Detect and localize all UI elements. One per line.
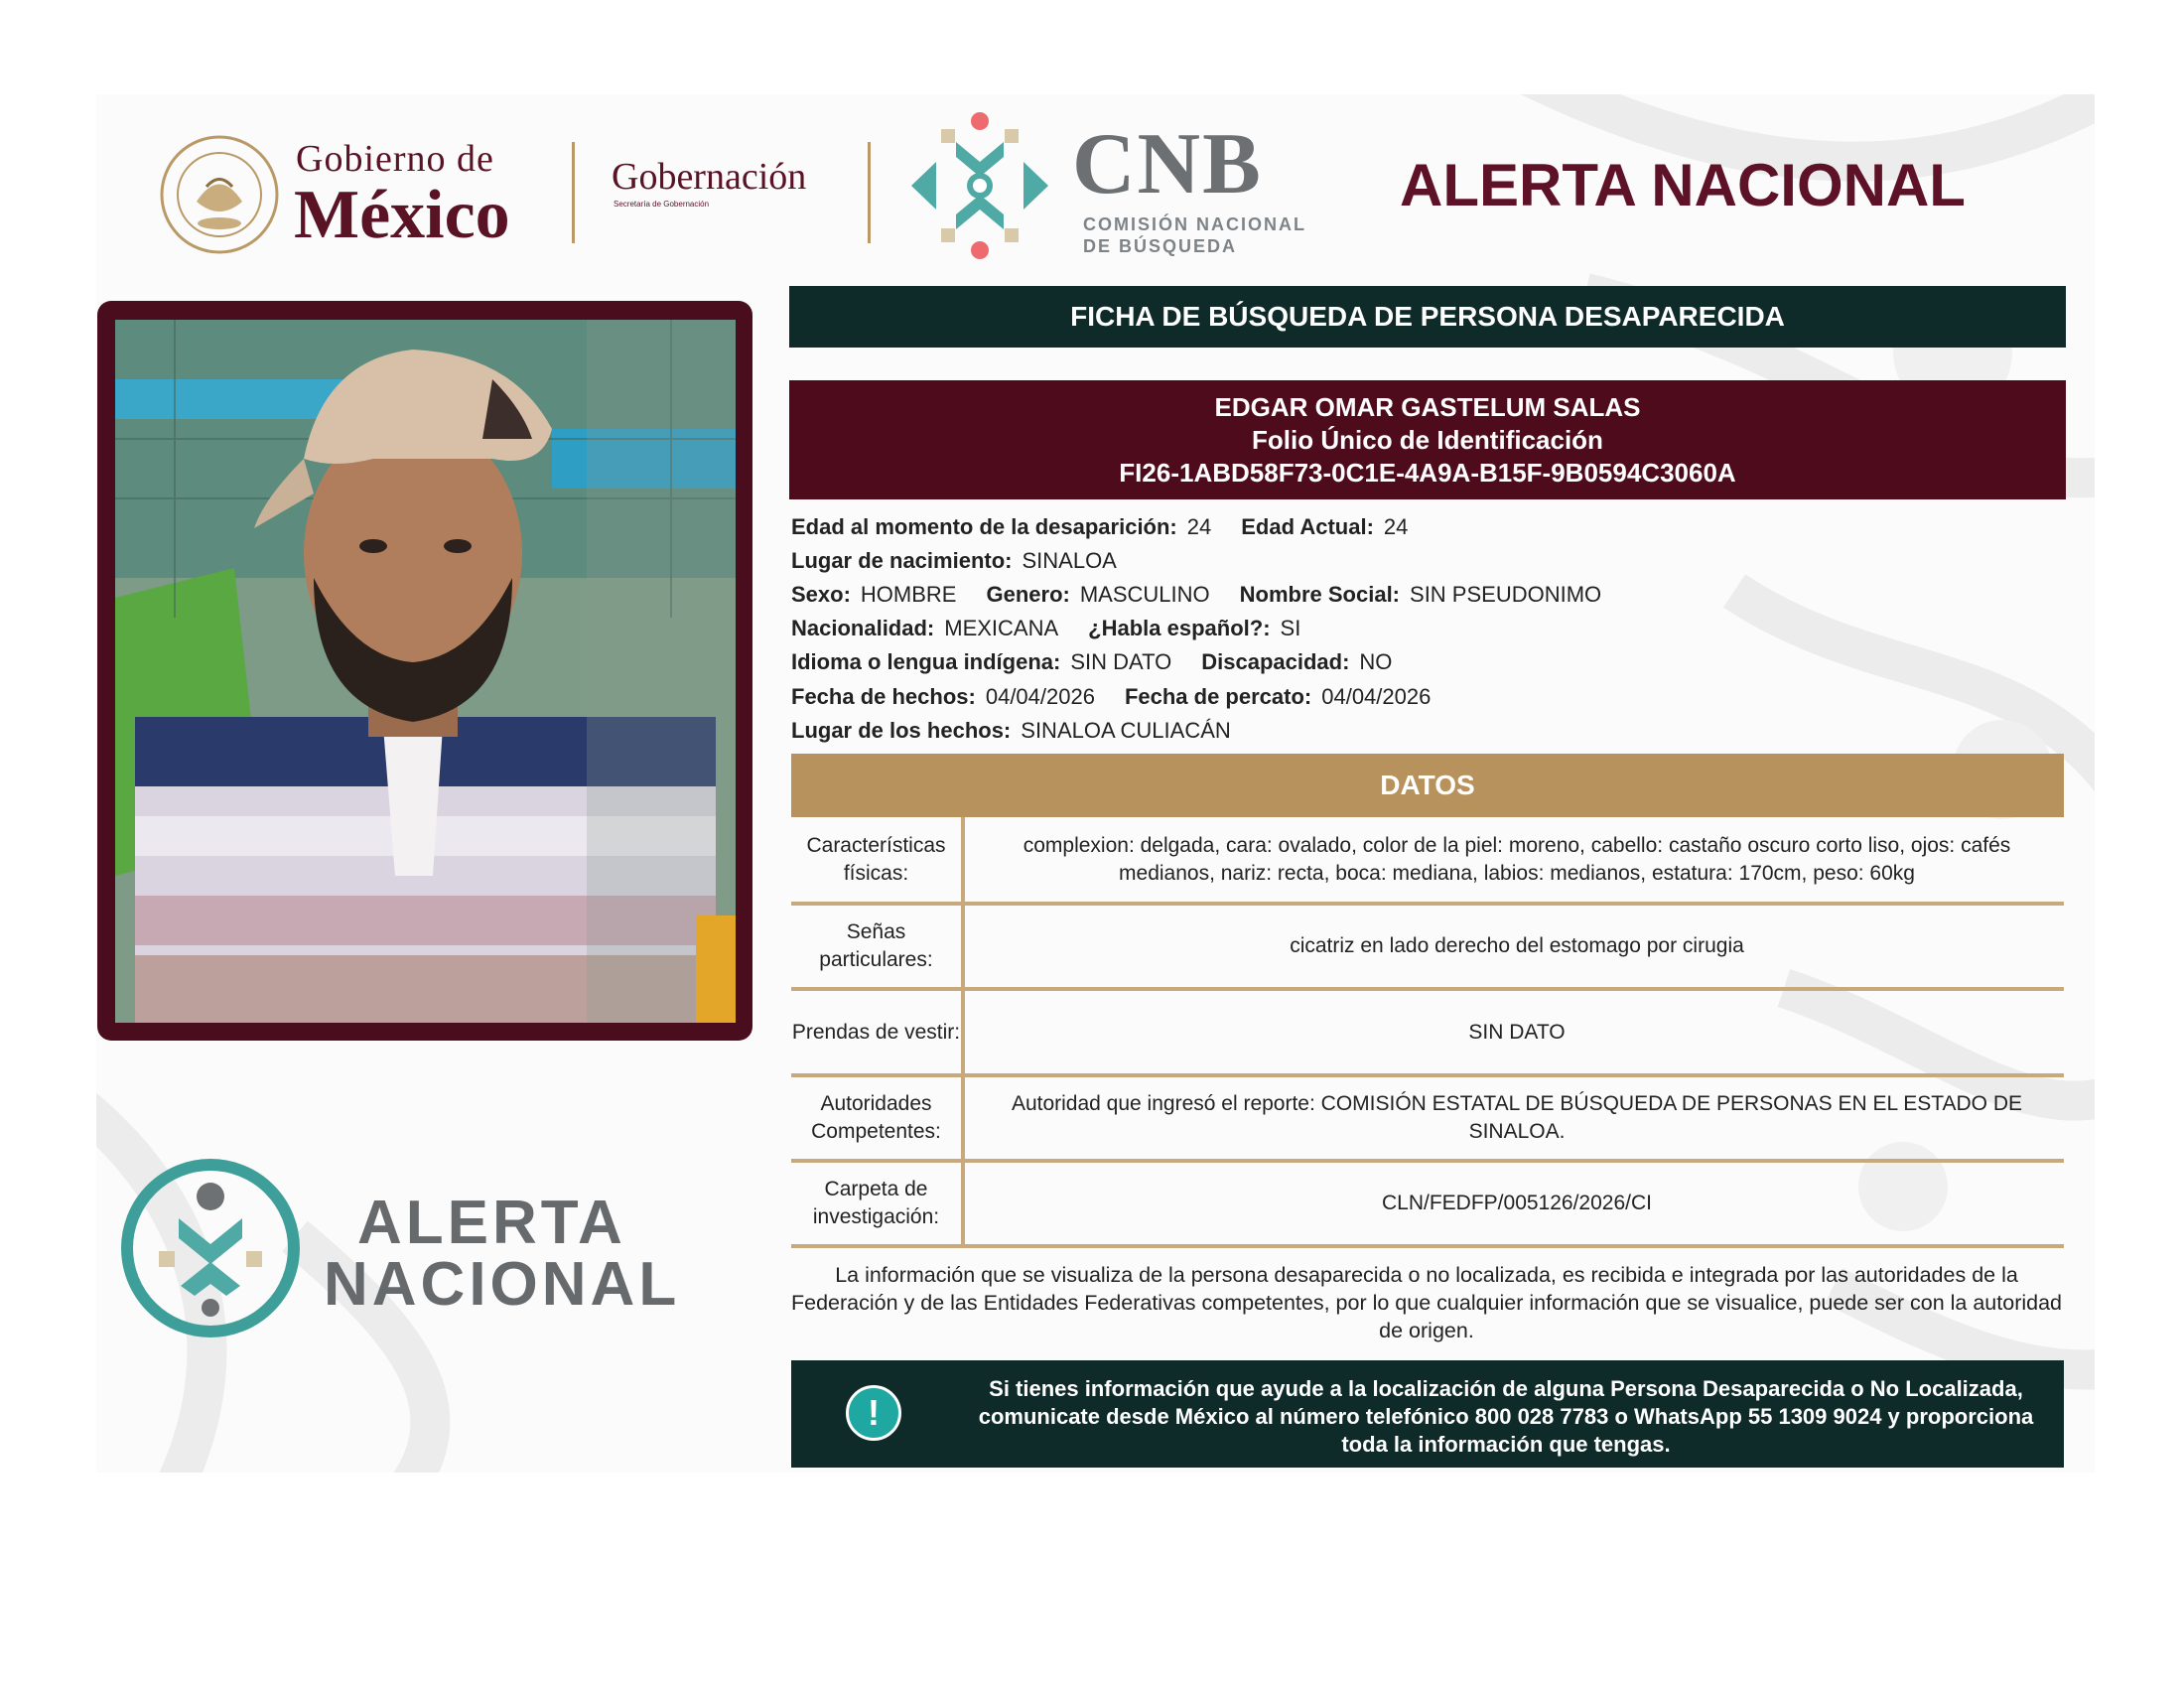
discapacidad-value: NO — [1359, 649, 1393, 674]
lugar-nacimiento-value: SINALOA — [1022, 548, 1117, 573]
person-name: EDGAR OMAR GASTELUM SALAS — [1214, 392, 1641, 422]
mexico-seal-icon — [157, 132, 282, 257]
discapacidad-label: Discapacidad: — [1201, 649, 1350, 674]
row-divider — [961, 906, 965, 987]
habla-espanol-value: SI — [1280, 616, 1301, 640]
lugar-hechos-label: Lugar de los hechos: — [791, 718, 1012, 743]
edad-actual-value: 24 — [1383, 514, 1409, 539]
contact-text: Si tienes información que ayude a la localización de alguna Persona Desaparecida o No Localizada, comunicate desde México al número telefónico 800 028 7783 o WhatsApp 55 1309 9024 y proporciona toda la información que tengas. — [978, 1376, 2034, 1457]
folio-label: Folio Único de Identificación — [1252, 425, 1603, 455]
contact-bar — [791, 1360, 2064, 1468]
genero-label: Genero: — [986, 582, 1070, 607]
info-line-sexo — [791, 582, 1631, 608]
gobernacion-text: Gobernación — [612, 156, 807, 198]
nacionalidad-value: MEXICANA — [944, 616, 1059, 640]
row-divider — [961, 817, 965, 902]
datos-row-label: Autoridades Competentes: — [811, 1092, 941, 1143]
alert-icon: ! — [846, 1385, 901, 1441]
habla-espanol-label: ¿Habla español?: — [1088, 616, 1271, 640]
cnb-logo-icon — [901, 107, 1058, 264]
info-line-idioma — [791, 649, 1422, 675]
fecha-percato-value: 04/04/2026 — [1321, 684, 1432, 709]
row-divider — [961, 991, 965, 1073]
info-line-nacionalidad — [791, 616, 1330, 641]
datos-row — [791, 817, 2064, 906]
datos-row-value: Autoridad que ingresó el reporte: COMISIÓN ESTATAL DE BÚSQUEDA DE PERSONAS EN EL ESTADO DE SINALOA. — [1011, 1092, 2023, 1143]
fecha-percato-label: Fecha de percato: — [1124, 684, 1312, 709]
person-header — [789, 380, 2066, 499]
row-divider — [961, 1163, 965, 1244]
idioma-label: Idioma o lengua indígena: — [791, 649, 1061, 674]
edad-desaparicion-value: 24 — [1186, 514, 1212, 539]
nombre-social-value: SIN PSEUDONIMO — [1410, 582, 1602, 607]
idioma-value: SIN DATO — [1070, 649, 1172, 674]
disclaimer-text: La información que se visualiza de la persona desaparecida o no localizada, es recibida e integrada por las autoridades de la Federación y de las Entidades Federativas competentes, por lo que cualquier información que se visualice, puede ser con la autoridad de origen. — [791, 1263, 2063, 1342]
alerta-logo-line1: ALERTA — [357, 1189, 626, 1257]
datos-row-value: SIN DATO — [1468, 1020, 1566, 1044]
datos-row-value: CLN/FEDFP/005126/2026/CI — [1382, 1192, 1652, 1214]
datos-row — [791, 906, 2064, 991]
edad-desaparicion-label: Edad al momento de la desaparición: — [791, 514, 1177, 539]
lugar-nacimiento-label: Lugar de nacimiento: — [791, 548, 1013, 573]
fecha-hechos-label: Fecha de hechos: — [791, 684, 976, 709]
folio-value: FI26-1ABD58F73-0C1E-4A9A-B15F-9B0594C3060A — [1119, 458, 1736, 488]
datos-row-label: Señas particulares: — [819, 920, 933, 971]
datos-row-label: Prendas de vestir: — [791, 1020, 961, 1044]
gobernacion-subtext: Secretaría de Gobernación — [614, 200, 710, 209]
ficha-title-bar: FICHA DE BÚSQUEDA DE PERSONA DESAPARECIDA — [789, 286, 2066, 348]
lugar-hechos-value: SINALOA CULIACÁN — [1021, 718, 1231, 743]
row-divider — [961, 1077, 965, 1159]
cnb-text: CNB — [1072, 116, 1263, 212]
datos-row-label: Carpeta de investigación: — [812, 1178, 940, 1228]
info-line-edad — [791, 514, 1437, 540]
datos-row-value: complexion: delgada, cara: ovalado, color de la piel: moreno, cabello: castaño oscuro corto liso, ojos: cafés medianos, nariz: recta, boca: mediana, labios: medianos, estatura: 170cm, peso: 60kg — [1023, 833, 2011, 885]
fecha-hechos-value: 04/04/2026 — [985, 684, 1095, 709]
sexo-value: HOMBRE — [860, 582, 957, 607]
sexo-label: Sexo: — [791, 582, 851, 607]
alerta-nacional-logo-icon — [119, 1157, 303, 1340]
datos-row-label: Características físicas: — [806, 833, 946, 885]
datos-row — [791, 1077, 2064, 1163]
datos-row-value: cicatriz en lado derecho del estomago por cirugia — [1290, 934, 1744, 957]
header-divider — [572, 142, 575, 243]
info-line-fechas — [791, 684, 1460, 710]
nombre-social-label: Nombre Social: — [1239, 582, 1401, 607]
datos-row — [791, 1163, 2064, 1248]
datos-title-bar: DATOS — [791, 754, 2064, 817]
datos-row — [791, 991, 2064, 1077]
alerta-logo-line2: NACIONAL — [324, 1250, 681, 1319]
cnb-subtitle-line2: DE BÚSQUEDA — [1083, 236, 1238, 256]
mexico-text: México — [294, 177, 510, 253]
nacionalidad-label: Nacionalidad: — [791, 616, 935, 640]
alerta-nacional-title: ALERTA NACIONAL — [1400, 152, 1966, 218]
cnb-subtitle-line1: COMISIÓN NACIONAL — [1083, 214, 1306, 234]
info-line-nacimiento — [791, 548, 1147, 574]
header-divider — [868, 142, 871, 243]
person-photo — [115, 320, 736, 1023]
info-line-lugar-hechos — [791, 718, 1261, 744]
edad-actual-label: Edad Actual: — [1241, 514, 1374, 539]
genero-value: MASCULINO — [1079, 582, 1210, 607]
gobierno-de-text: Gobierno de — [296, 138, 494, 180]
